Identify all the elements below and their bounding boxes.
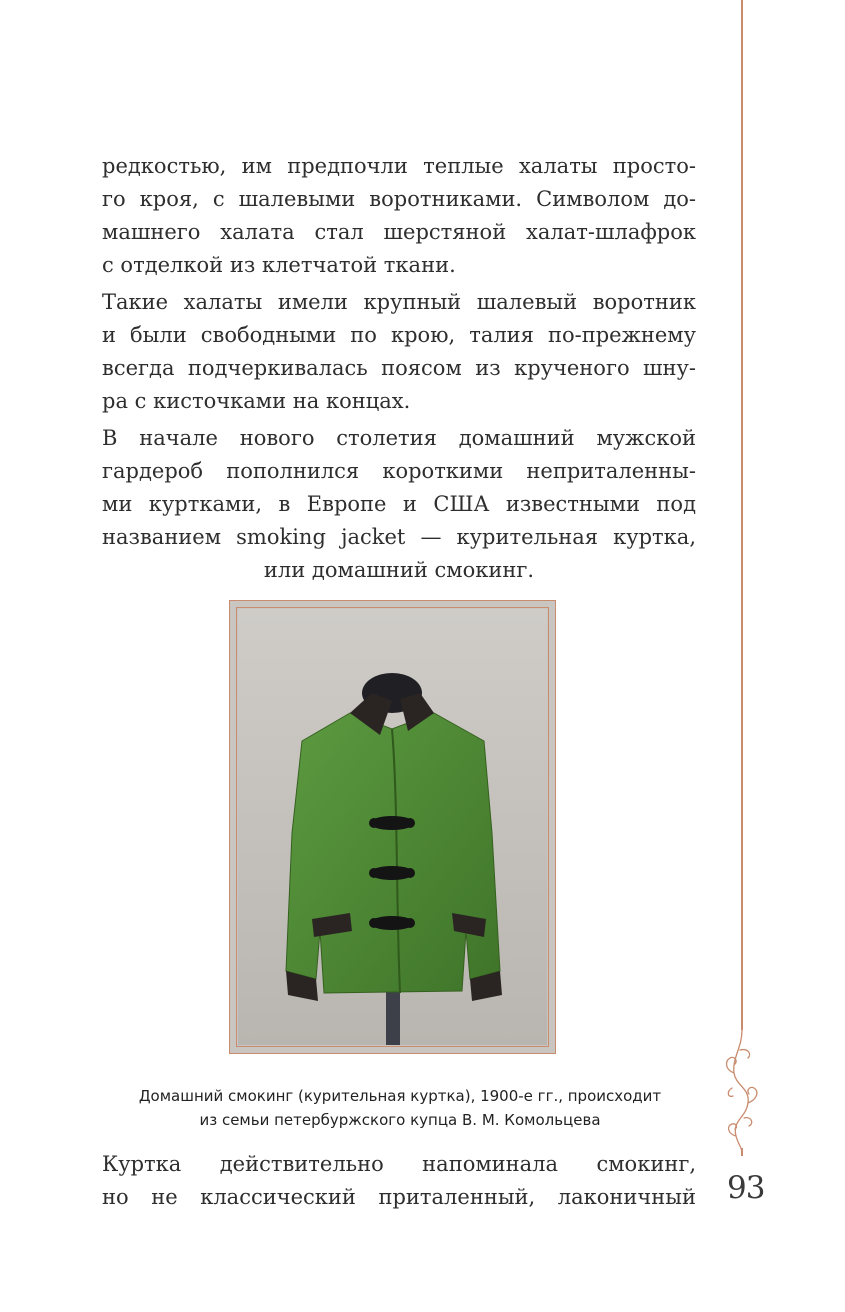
text-line: всегда подчеркивалась поясом из крученого шну- [102,356,696,380]
text-line: Куртка действительно напоминала смокинг, [102,1152,696,1176]
margin-rule [741,0,743,1030]
text-line: го кроя, с шалевыми воротниками. Символом до- [102,187,696,211]
text-line: но не классический приталенный, лаконичный [102,1185,696,1209]
text-line: Такие халаты имели крупный шалевый воротник [102,290,696,314]
floral-ornament-icon [722,1028,764,1153]
body-paragraph-2 [102,286,696,418]
body-paragraph-1 [102,150,696,282]
text-line: В начале нового столетия домашний мужской [102,426,696,450]
caption-line: Домашний смокинг (курительная куртка), 1900-е гг., происходит [138,1087,662,1105]
figure-caption [90,1084,710,1132]
body-paragraph-3 [102,422,696,587]
body-paragraph-4 [102,1148,696,1214]
caption-line: из семьи петербуржского купца В. М. Комольцева [199,1111,601,1129]
text-line: или домашний смокинг. [263,558,535,582]
text-line: и были свободными по крою, талия по-прежнему [102,323,696,347]
text-line: ми куртками, в Европе и США известными под [102,492,696,516]
text-line: гардероб пополнился короткими неприталенны- [102,459,696,483]
jacket-illustration [230,601,555,1053]
text-line: названием smoking jacket — курительная куртка, [102,525,696,549]
text-line: машнего халата стал шерстяной халат-шлафрок [102,220,696,244]
page-number: 93 [727,1170,765,1206]
jacket-photo [229,600,556,1054]
text-line: с отделкой из клетчатой ткани. [102,253,456,277]
text-line: ра с кисточками на концах. [102,389,411,413]
text-line: редкостью, им предпочли теплые халаты просто- [102,154,696,178]
